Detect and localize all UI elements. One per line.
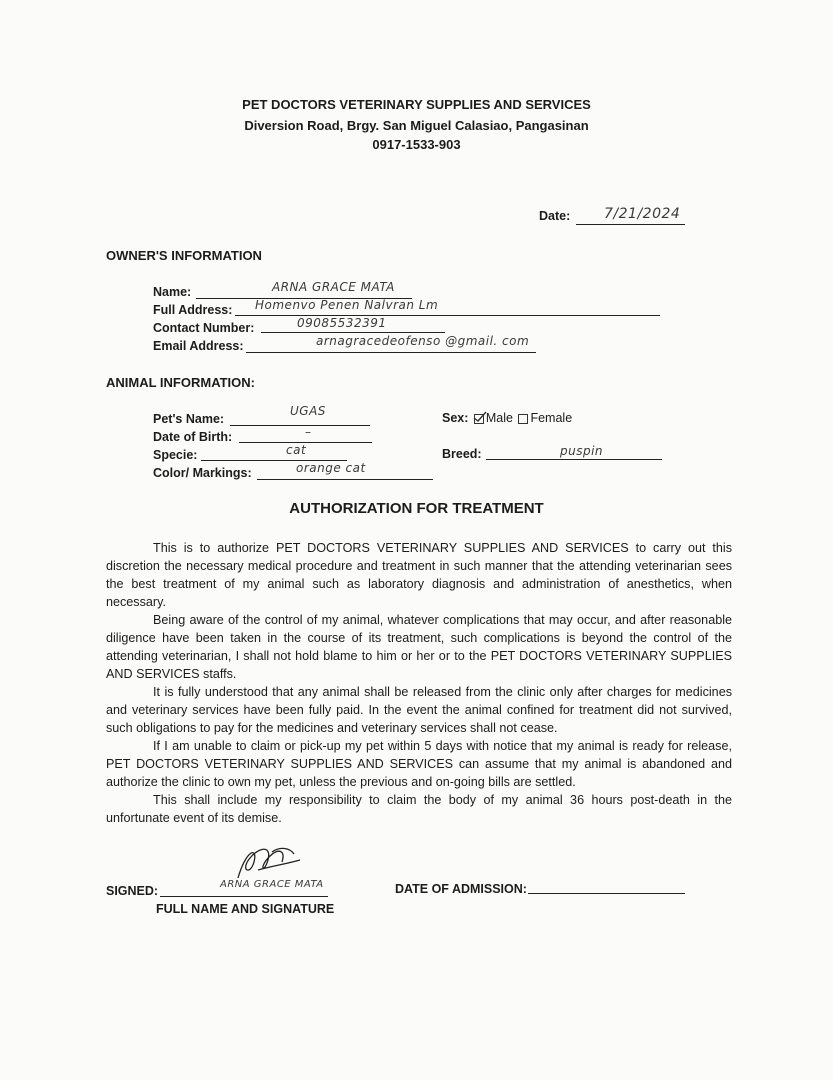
authorization-title: AUTHORIZATION FOR TREATMENT: [289, 500, 544, 517]
admission-label: DATE OF ADMISSION:: [395, 882, 527, 896]
company-name: PET DOCTORS VETERINARY SUPPLIES AND SERVICES: [242, 97, 591, 112]
contact-label: Contact Number:: [153, 321, 255, 335]
sex-field: [442, 411, 572, 425]
checkmark-icon: [473, 411, 487, 423]
paragraph-5: This shall include my responsibility to claim the body of my animal 36 hours post-death in the unfortunate event of its demise.: [106, 793, 732, 825]
female-checkbox[interactable]: [518, 414, 528, 424]
signed-name-value[interactable]: ARNA GRACE MATA: [220, 879, 324, 890]
authorization-body: [106, 539, 732, 827]
admission-line: [528, 893, 685, 894]
name-value[interactable]: ARNA GRACE MATA: [272, 280, 395, 294]
breed-label: Breed:: [442, 447, 482, 461]
signature-line: [160, 896, 328, 897]
company-phone: 0917-1533-903: [372, 137, 461, 152]
contact-value[interactable]: 09085532391: [297, 316, 387, 330]
female-option-label: Female: [530, 411, 573, 425]
color-label: Color/ Markings:: [153, 466, 252, 480]
contact-line: [261, 332, 445, 333]
breed-line: [486, 459, 662, 460]
paragraph-1: This is to authorize PET DOCTORS VETERINARY SUPPLIES AND SERVICES to carry out this discretion the necessary medical procedure and treatment in such manner that the attending veterinarian sees the best treatment of my animal such as laboratory diagnosis and administration of anesthetics, when necessary.: [106, 541, 732, 609]
address-value[interactable]: Homenvo Penen Nalvran Lm: [255, 298, 439, 312]
color-value[interactable]: orange cat: [296, 461, 366, 475]
paragraph-4: If I am unable to claim or pick-up my pet within 5 days with notice that my animal is ready for release, PET DOCTORS VETERINARY SUPPLIES AND SERVICES can assume that my animal is abandoned and authorize the clinic to own my pet, unless the previous and on-going bills are settled.: [106, 739, 732, 789]
signed-label: SIGNED:: [106, 884, 159, 898]
male-option-label: Male: [485, 411, 513, 425]
paragraph-2: Being aware of the control of my animal, whatever complications that may occur, and after reasonable diligence have been taken in the course of its treatment, such complications is beyond the control of the attending veterinarian, I shall not hold blame to him or her or to the PET DOCTORS VETERINARY SUPPLIES AND SERVICES staffs.: [106, 613, 732, 681]
email-line: [246, 352, 536, 353]
dob-value[interactable]: –: [305, 425, 312, 439]
color-line: [257, 479, 433, 480]
email-label: Email Address:: [153, 339, 244, 353]
species-value[interactable]: cat: [286, 443, 307, 457]
animal-heading: ANIMAL INFORMATION:: [106, 375, 255, 390]
date-value[interactable]: 7/21/2024: [604, 206, 681, 222]
date-line: [576, 224, 685, 225]
name-label: Name:: [153, 285, 192, 299]
pet-name-line: [230, 425, 370, 426]
species-label: Specie:: [153, 448, 198, 462]
owner-heading: OWNER'S INFORMATION: [106, 248, 262, 263]
male-checkbox[interactable]: [474, 414, 484, 424]
signature-caption: FULL NAME AND SIGNATURE: [156, 902, 335, 916]
paragraph-3: It is fully understood that any animal shall be released from the clinic only after charges for medicines and veterinary services have been fully paid. In the event the animal confined for treatment did not survived, such obligations to pay for the medicines and veterinary services shall not cease.: [106, 685, 732, 735]
address-label: Full Address:: [153, 303, 233, 317]
sex-label: Sex:: [442, 411, 469, 425]
dob-label: Date of Birth:: [153, 430, 233, 444]
company-address: Diversion Road, Brgy. San Miguel Calasiao, Pangasinan: [244, 118, 589, 133]
breed-value[interactable]: puspin: [560, 444, 604, 458]
pet-name-label: Pet's Name:: [153, 412, 225, 426]
date-label: Date:: [539, 209, 571, 223]
email-value[interactable]: arnagracedeofenso @gmail. com: [316, 334, 530, 348]
pet-name-value[interactable]: UGAS: [290, 404, 326, 418]
